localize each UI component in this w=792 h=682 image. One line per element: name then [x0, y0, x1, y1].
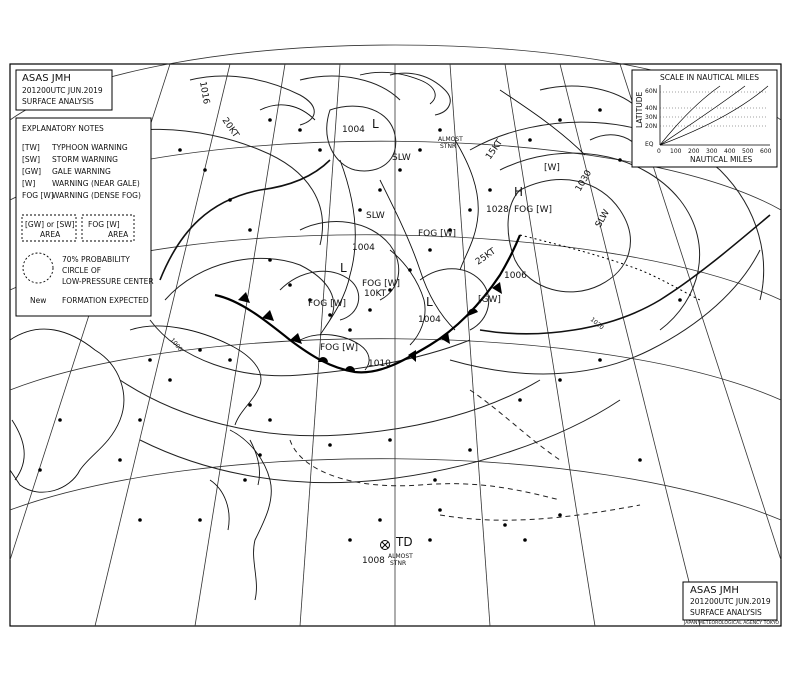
fog-warning-4: FOG [W]: [320, 343, 359, 353]
iso-1016: 1016: [197, 80, 211, 106]
legend-title: EXPLANATORY NOTES: [22, 124, 104, 133]
scale-nm-0: 0: [657, 148, 661, 155]
low-center-mark-3: L: [426, 295, 433, 309]
almost-stnr-2-line1: ALMOST: [438, 136, 463, 143]
scale-nm-500: 500: [742, 148, 754, 155]
legend-code-tw: [TW]: [22, 143, 40, 152]
low-1004-b: 1004: [352, 243, 375, 253]
wind-15kt: 15KT: [484, 137, 506, 162]
legend-text-w: WARNING (NEAR GALE): [52, 179, 140, 188]
legend-code-gw: [GW]: [22, 167, 42, 176]
td-status-2: STNR: [390, 560, 407, 567]
high-1030: 1030: [573, 168, 595, 194]
title-line1: ASAS JMH: [22, 73, 71, 84]
scale-ylabel: LATITUDE: [635, 91, 644, 128]
wind-25kt: 25KT: [473, 246, 498, 268]
slw-2: SLW: [366, 211, 385, 221]
td-label: TD: [396, 535, 413, 549]
almost-stnr-2-line2: STNR: [440, 143, 457, 150]
legend-text-sw: STORM WARNING: [52, 155, 118, 164]
legend-text-fog: WARNING (DENSE FOG): [52, 191, 141, 200]
legend-code-w: [W]: [22, 179, 36, 188]
legend-prob-line3: LOW-PRESSURE CENTER: [62, 277, 154, 286]
low-center-mark-2: L: [340, 261, 347, 275]
slw-3: SLW: [593, 208, 613, 230]
title-br-line1: ASAS JMH: [690, 585, 739, 596]
fog-warning-1: FOG [W]: [418, 229, 457, 239]
title-br-line2: 201200UTC JUN.2019: [690, 597, 771, 606]
scale-nm-300: 300: [706, 148, 718, 155]
wind-10kt: 10KT: [364, 289, 387, 299]
high-1028: 1028: [486, 205, 509, 215]
title-line2: 201200UTC JUN.2019: [22, 86, 103, 95]
legend-new-text: FORMATION EXPECTED: [62, 296, 149, 305]
legend-text-gw: GALE WARNING: [52, 167, 111, 176]
iso-1020: 1020: [588, 316, 605, 332]
slw-1: SLW: [392, 153, 411, 163]
legend-code-sw: [SW]: [22, 155, 41, 164]
scale-lat-30n: 30N: [645, 114, 658, 121]
near-gale-warning: [W]: [544, 163, 560, 173]
scale-box: [632, 70, 777, 167]
fog-warning-5: FOG [W]: [514, 205, 553, 215]
legend-code-fog: FOG [W]: [22, 191, 54, 200]
scale-title: SCALE IN NAUTICAL MILES: [660, 73, 759, 82]
scale-lat-eq: EQ: [645, 141, 654, 148]
low-1010: 1010: [368, 359, 391, 369]
legend-area1-sub: AREA: [40, 230, 61, 239]
low-center-mark-1: L: [372, 117, 379, 131]
legend-prob-line2: CIRCLE OF: [62, 266, 102, 275]
legend-area2: FOG [W]: [88, 220, 120, 229]
low-1004-a: 1004: [342, 125, 365, 135]
legend-area2-sub: AREA: [108, 230, 129, 239]
legend-area1: [GW] or [SW]: [25, 220, 75, 229]
legend-new-label: New: [30, 296, 47, 305]
scale-lat-40n: 40N: [645, 105, 658, 112]
explanatory-notes-box: [16, 118, 154, 316]
title-box-top-left: [16, 70, 112, 110]
legend-text-tw: TYPHOON WARNING: [52, 143, 128, 152]
title-line3: SURFACE ANALYSIS: [22, 97, 94, 106]
scale-xlabel: NAUTICAL MILES: [690, 155, 753, 164]
iso-1000: 1000: [168, 336, 184, 353]
low-1006: 1006: [504, 271, 527, 281]
scale-lat-60n: 60N: [645, 88, 658, 95]
fog-warning-2: FOG [W]: [362, 279, 401, 289]
agency-label: JAPAN METEOROLOGICAL AGENCY TOKYO: [684, 621, 780, 626]
scale-nm-400: 400: [724, 148, 736, 155]
td-pressure: 1008: [362, 556, 385, 566]
fog-warning-3: FOG [W]: [308, 299, 347, 309]
low-1004-c: 1004: [418, 315, 441, 325]
scale-lat-20n: 20N: [645, 123, 658, 130]
title-box-bottom-right: [683, 582, 779, 626]
scale-nm-600: 600: [760, 148, 772, 155]
high-center-mark: H: [514, 185, 524, 199]
wind-20kt: 20KT: [219, 115, 241, 140]
gale-warning: [GW]: [478, 295, 501, 305]
title-br-line3: SURFACE ANALYSIS: [690, 608, 762, 617]
scale-nm-200: 200: [688, 148, 700, 155]
legend-prob-line1: 70% PROBABILITY: [62, 255, 130, 264]
scale-nm-100: 100: [670, 148, 682, 155]
td-status-1: ALMOST: [388, 553, 413, 560]
